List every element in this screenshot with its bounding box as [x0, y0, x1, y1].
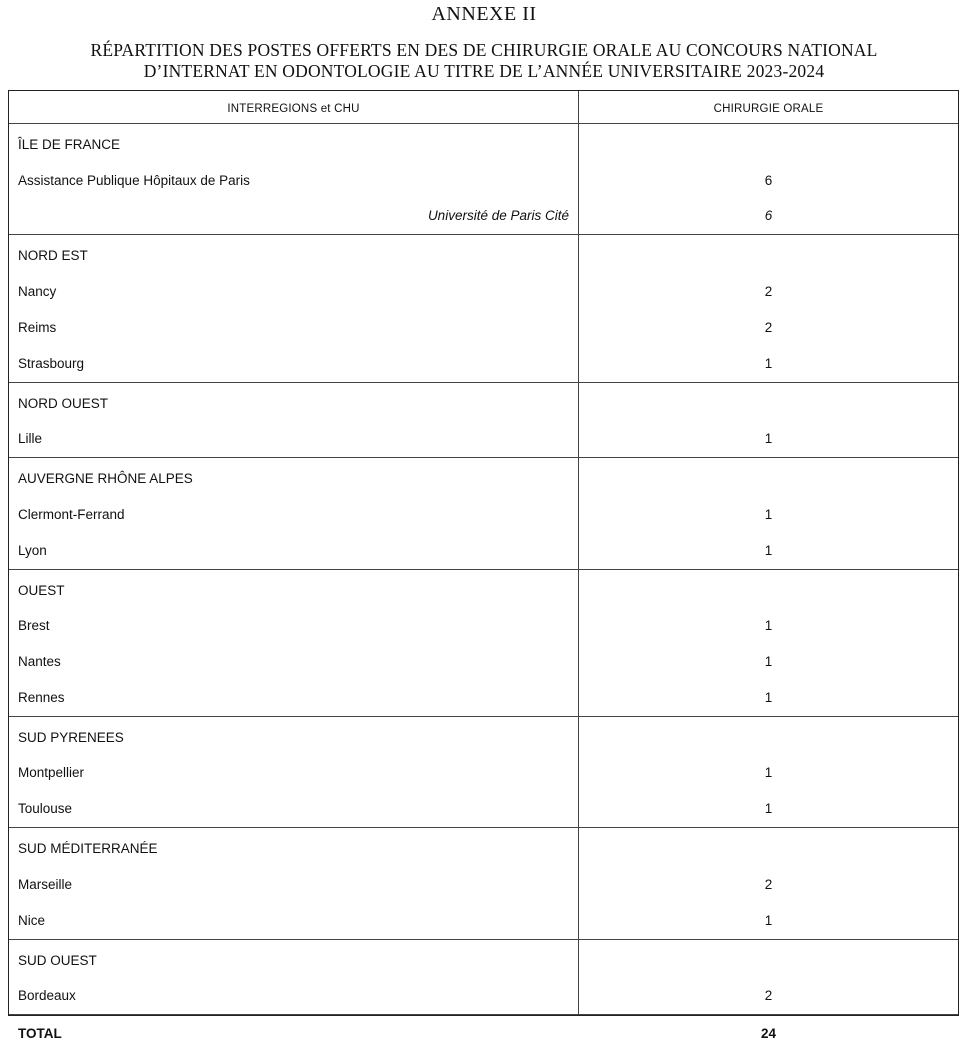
total-label: TOTAL	[18, 1026, 62, 1042]
header-divider	[9, 123, 958, 124]
chu-value: 1	[764, 618, 773, 634]
chu-value: 1	[764, 431, 773, 447]
chu-label: Brest	[18, 618, 50, 634]
region-label: SUD OUEST	[18, 952, 97, 968]
section-divider	[9, 827, 958, 828]
chu-label: Lyon	[18, 542, 47, 558]
chu-value: 1	[764, 542, 773, 558]
annex-title: ANNEXE II	[431, 3, 537, 25]
chu-label: Strasbourg	[18, 355, 85, 371]
section-divider	[9, 382, 958, 383]
chu-value: 2	[764, 284, 773, 300]
chu-value: 6	[764, 172, 773, 188]
chu-label: Lille	[18, 431, 43, 447]
chu-value: 2	[764, 988, 773, 1004]
allocation-table	[8, 90, 959, 1042]
chu-value: 1	[764, 801, 773, 817]
region-label: SUD PYRENEES	[18, 729, 124, 745]
column-header-interregions: INTERREGIONS et CHU	[227, 103, 360, 115]
chu-label: Reims	[18, 319, 57, 335]
chu-value: 1	[764, 506, 773, 522]
university-label: Université de Paris Cité	[427, 208, 569, 224]
section-divider	[9, 716, 958, 717]
chu-value: 1	[764, 689, 773, 705]
chu-label: Assistance Publique Hôpitaux de Paris	[18, 172, 250, 188]
chu-value: 1	[764, 912, 773, 928]
section-divider	[9, 234, 958, 235]
chu-label: Nancy	[18, 284, 57, 300]
chu-value: 1	[764, 355, 773, 371]
total-value: 24	[760, 1026, 777, 1042]
section-divider	[9, 939, 958, 940]
chu-label: Nice	[18, 912, 46, 928]
chu-label: Montpellier	[18, 765, 85, 781]
chu-value: 2	[764, 319, 773, 335]
region-label: AUVERGNE RHÔNE ALPES	[18, 471, 193, 487]
chu-label: Nantes	[18, 654, 61, 669]
region-label: ÎLE DE FRANCE	[18, 137, 121, 152]
region-label: SUD MÉDITERRANÉE	[18, 841, 158, 857]
section-divider	[9, 569, 958, 570]
chu-value: 1	[764, 765, 773, 781]
section-divider	[9, 457, 958, 458]
region-label: NORD OUEST	[18, 395, 109, 411]
chu-label: Clermont-Ferrand	[18, 506, 125, 522]
chu-value: 2	[764, 876, 773, 892]
column-header-chirurgie-orale: CHIRURGIE ORALE	[713, 103, 824, 115]
section-divider	[9, 1014, 958, 1015]
document-heading-line-2: D’INTERNAT EN ODONTOLOGIE AU TITRE DE L’ANNÉE UNIVERSITAIRE 2023-2024	[143, 61, 825, 81]
region-label: NORD EST	[18, 248, 88, 264]
chu-label: Toulouse	[18, 801, 73, 817]
region-label: OUEST	[18, 582, 65, 598]
document-heading-line-1: RÉPARTITION DES POSTES OFFERTS EN DES DE CHIRURGIE ORALE AU CONCOURS NATIONAL	[90, 40, 878, 60]
chu-label: Marseille	[18, 876, 73, 892]
university-value: 6	[764, 208, 773, 224]
chu-label: Bordeaux	[18, 988, 76, 1004]
chu-label: Rennes	[18, 689, 65, 705]
chu-value: 1	[764, 654, 773, 669]
